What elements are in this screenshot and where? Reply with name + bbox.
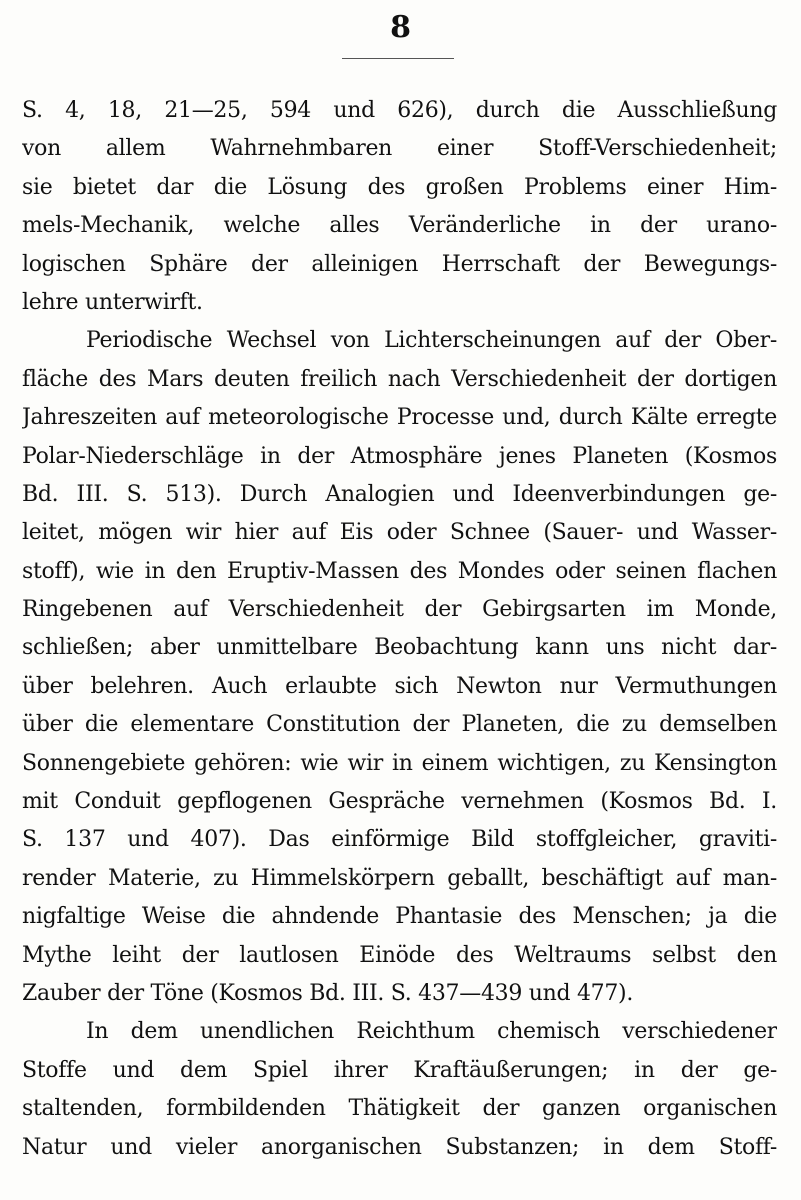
text-line: schließen; aber unmittelbare Beobachtung kann uns nicht dar- bbox=[22, 635, 777, 661]
text-line: Natur und vieler anorganischen Substanzen; in dem Stoff- bbox=[22, 1134, 777, 1160]
text-line: nigfaltige Weise die ahndende Phantasie des Menschen; ja die bbox=[22, 904, 777, 930]
text-line: leitet, mögen wir hier auf Eis oder Schnee (Sauer- und Wasser- bbox=[22, 520, 777, 546]
text-line: Ringebenen auf Verschiedenheit der Gebirgsarten im Monde, bbox=[22, 597, 777, 623]
text-line: Jahreszeiten auf meteorologische Processe und, durch Kälte erregte bbox=[22, 405, 777, 431]
text-line: Mythe leiht der lautlosen Einöde des Weltraums selbst den bbox=[22, 942, 777, 968]
text-line: render Materie, zu Himmelskörpern geballt, beschäftigt auf man- bbox=[22, 865, 777, 891]
text-line: S. 4, 18, 21—25, 594 und 626), durch die Ausschließung bbox=[22, 98, 777, 123]
text-line: Polar-Niederschläge in der Atmosphäre jenes Planeten (Kosmos bbox=[22, 443, 777, 469]
text-line: lehre unterwirft. bbox=[22, 289, 203, 315]
text-line: staltenden, formbildenden Thätigkeit der ganzen organischen bbox=[22, 1096, 777, 1122]
text-line: Stoffe und dem Spiel ihrer Kraftäußerungen; in der ge- bbox=[22, 1057, 777, 1083]
body-text bbox=[22, 92, 777, 1167]
text-line: mels-Mechanik, welche alles Veränderliche in der urano- bbox=[22, 213, 777, 239]
header-rule bbox=[342, 58, 454, 59]
text-line: über die elementare Constitution der Planeten, die zu demselben bbox=[22, 712, 777, 738]
text-line: logischen Sphäre der alleinigen Herrschaft der Bewegungs- bbox=[22, 251, 777, 277]
text-line: Sonnengebiete gehören: wie wir in einem wichtigen, zu Kensington bbox=[22, 750, 777, 776]
text-line: Bd. III. S. 513). Durch Analogien und Ideenverbindungen ge- bbox=[22, 481, 777, 507]
text-line: Zauber der Töne (Kosmos Bd. III. S. 437—439 und 477). bbox=[22, 980, 634, 1006]
text-line: über belehren. Auch erlaubte sich Newton nur Vermuthungen bbox=[22, 673, 777, 699]
text-line: In dem unendlichen Reichthum chemisch verschiedener bbox=[86, 1019, 777, 1045]
text-line: sie bietet dar die Lösung des großen Problems einer Him- bbox=[22, 174, 777, 200]
text-line: von allem Wahrnehmbaren einer Stoff-Verschiedenheit; bbox=[22, 136, 777, 162]
text-line: Periodische Wechsel von Lichterscheinungen auf der Ober- bbox=[86, 328, 777, 354]
page-number: 8 bbox=[390, 10, 411, 45]
text-line: fläche des Mars deuten freilich nach Verschiedenheit der dortigen bbox=[22, 366, 777, 392]
text-line: S. 137 und 407). Das einförmige Bild stoffgleicher, graviti- bbox=[22, 827, 777, 853]
text-line: mit Conduit gepflogenen Gespräche vernehmen (Kosmos Bd. I. bbox=[22, 789, 777, 815]
text-line: stoff), wie in den Eruptiv-Massen des Mondes oder seinen flachen bbox=[22, 558, 777, 584]
